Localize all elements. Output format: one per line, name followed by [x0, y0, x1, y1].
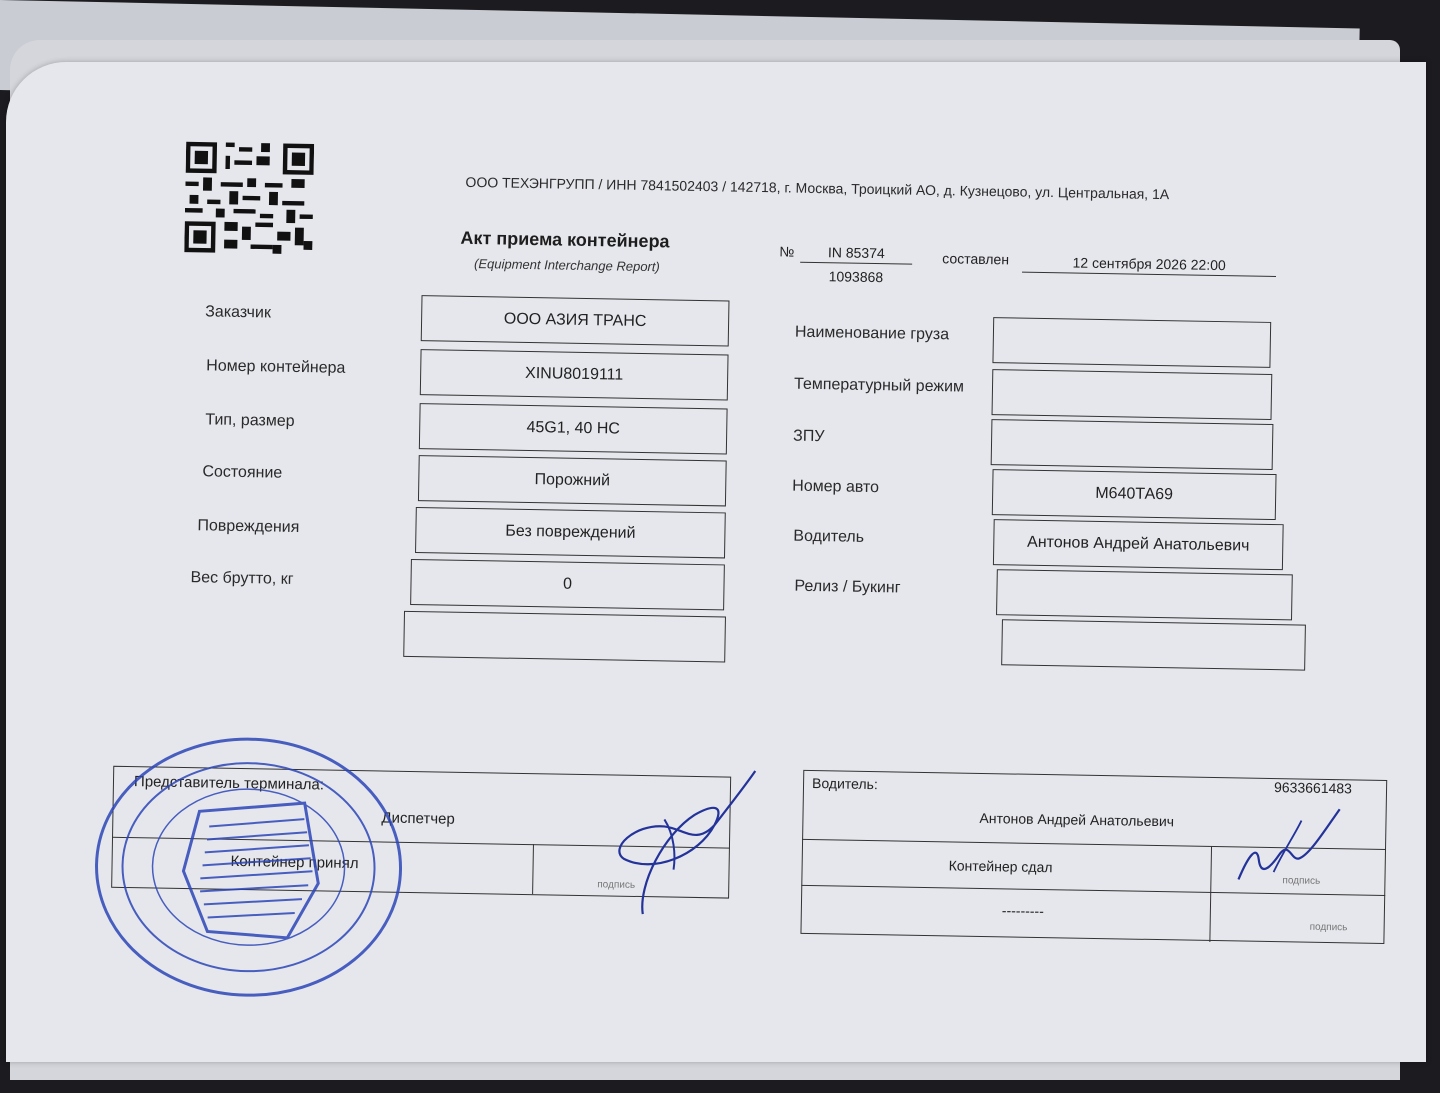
made-datetime: 12 сентября 2026 22:00 — [1022, 254, 1276, 277]
driver-sign-hint-2: подпись — [1309, 921, 1348, 934]
field-condition: Порожний — [418, 455, 727, 506]
terminal-sign-hint: подпись — [597, 879, 636, 891]
qr-code-icon — [184, 141, 314, 255]
number-label: № — [779, 243, 795, 260]
field-release-booking — [996, 569, 1293, 620]
label-gross-weight: Вес брутто, кг — [190, 569, 294, 588]
driver-signature-icon — [1228, 799, 1360, 896]
company-info: ООО ТЕХЭНГРУПП / ИНН 7841502403 / 142718, г. Москва, Троицкий АО, д. Кузнецово, ул. Центральная, 1А — [465, 173, 1170, 203]
label-seal: ЗПУ — [792, 427, 825, 446]
label-container-number: Номер контейнера — [206, 357, 346, 377]
driver-sign-hint: подпись — [1282, 875, 1321, 887]
field-container-number: XINU8019111 — [420, 349, 729, 400]
terminal-rep-title: Представитель терминала: — [133, 773, 325, 794]
label-type-size: Тип, размер — [205, 411, 295, 430]
field-left-extra — [403, 611, 726, 663]
field-vehicle-number: М640ТА69 — [992, 469, 1277, 520]
terminal-rep-role: Диспетчер — [381, 809, 455, 828]
field-gross-weight: 0 — [410, 559, 725, 610]
report-number: IN 85374 — [800, 244, 912, 265]
terminal-signature-icon — [603, 763, 766, 926]
driver-name: Антонов Андрей Анатольевич — [979, 809, 1175, 830]
label-driver: Водитель — [793, 527, 865, 546]
company-stamp-icon — [86, 729, 411, 1005]
field-driver: Антонов Андрей Анатольевич — [993, 519, 1284, 570]
container-handed-label: Контейнер сдал — [948, 857, 1053, 876]
label-release-booking: Релиз / Букинг — [794, 577, 901, 597]
report-number-secondary: 1093868 — [828, 268, 884, 286]
field-customer: ООО АЗИЯ ТРАНС — [421, 295, 730, 346]
label-vehicle-number: Номер авто — [792, 477, 880, 497]
field-temperature — [992, 369, 1273, 420]
field-type-size: 45G1, 40 HC — [419, 403, 728, 454]
label-condition: Состояние — [202, 463, 283, 482]
driver-dashes: --------- — [1001, 902, 1044, 920]
field-damage: Без повреждений — [415, 507, 726, 558]
made-label: составлен — [942, 250, 1010, 268]
label-temperature: Температурный режим — [793, 375, 965, 396]
field-seal — [991, 419, 1274, 470]
label-customer: Заказчик — [205, 303, 272, 322]
label-cargo-name: Наименование груза — [794, 323, 950, 344]
field-cargo-name — [992, 317, 1271, 368]
document-title: Акт приема контейнера — [460, 227, 670, 252]
driver-title: Водитель: — [811, 775, 878, 793]
container-accepted-label: Контейнер принял — [230, 852, 359, 873]
field-right-extra — [1001, 619, 1306, 670]
label-damage: Повреждения — [197, 517, 300, 537]
driver-phone: 9633661483 — [1273, 779, 1353, 797]
document-subtitle: (Equipment Interchange Report) — [473, 256, 660, 275]
